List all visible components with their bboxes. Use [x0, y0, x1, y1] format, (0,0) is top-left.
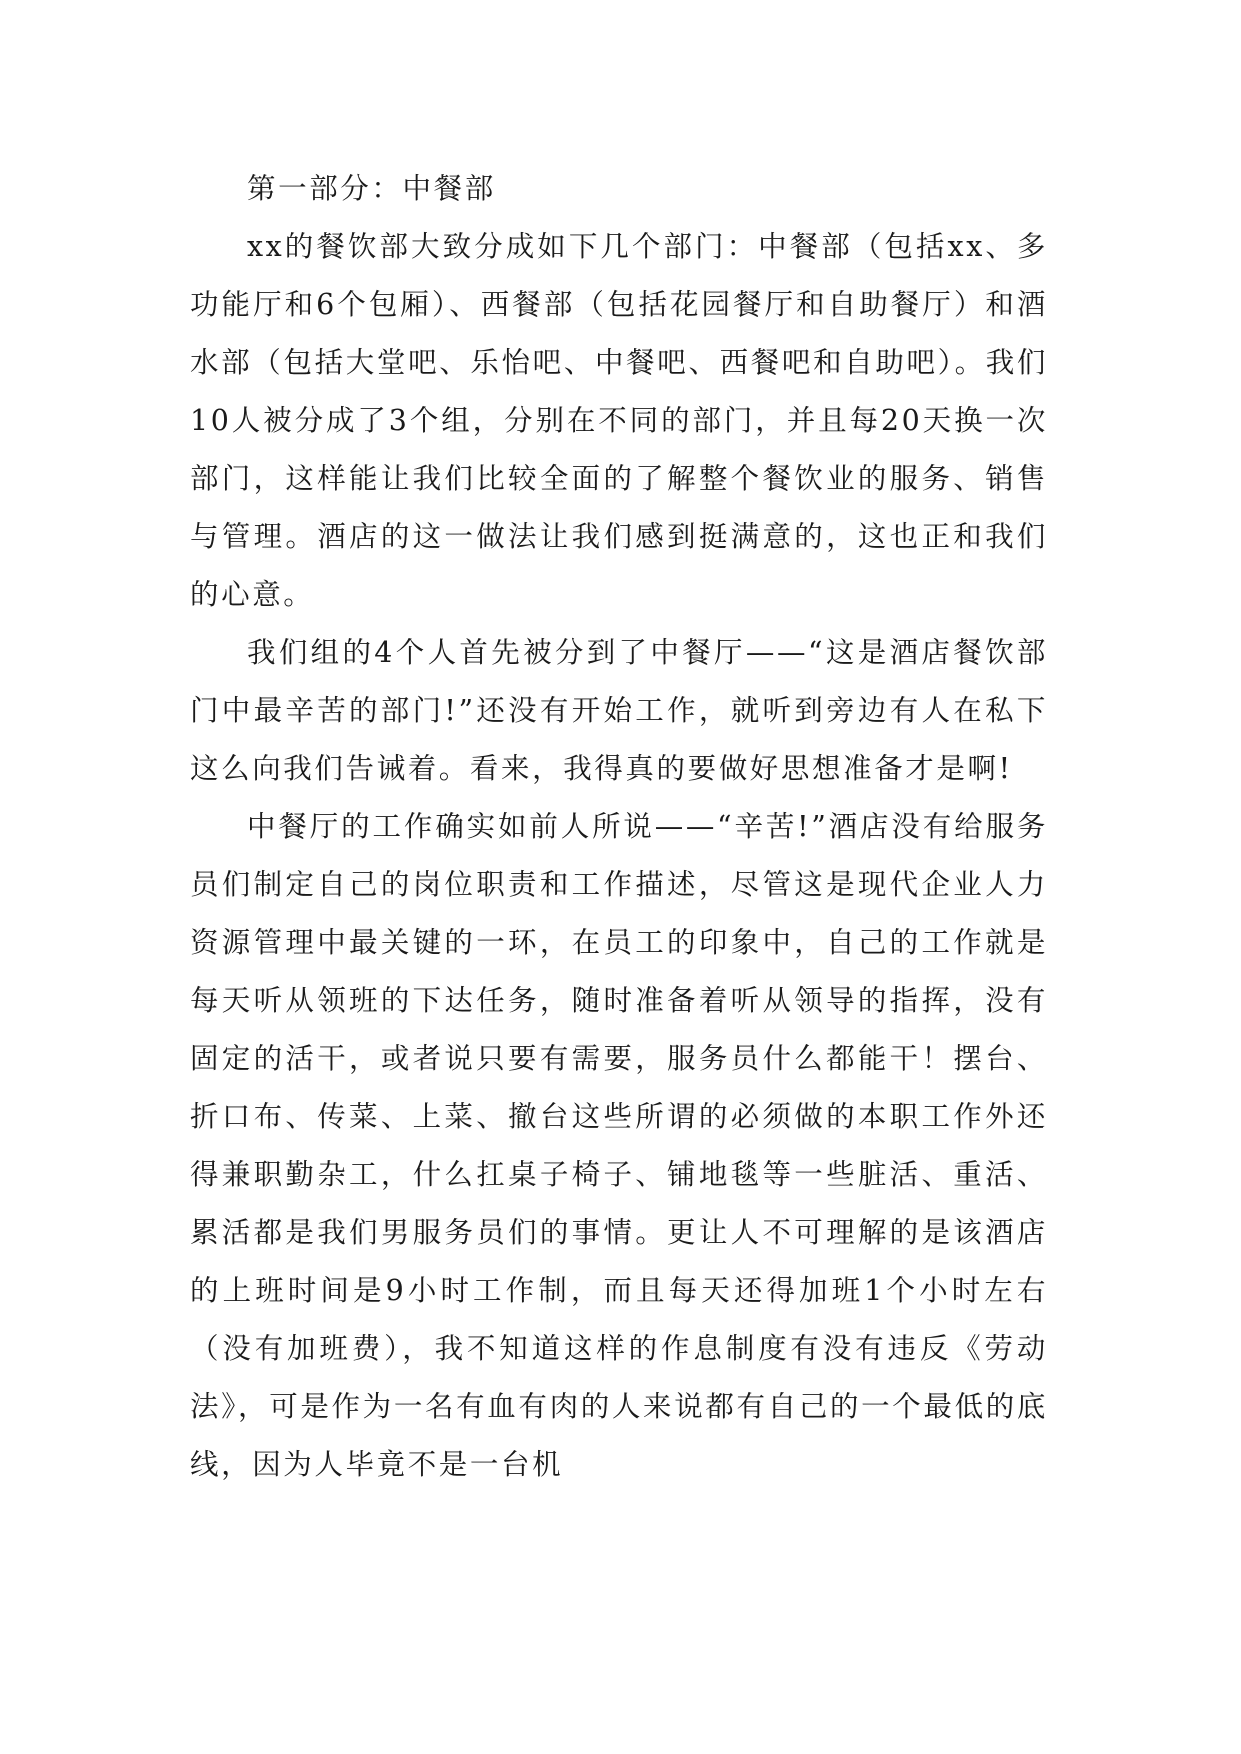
document-body [190, 160, 1048, 1494]
paragraph-chinese-restaurant-assignment: 我们组的4个人首先被分到了中餐厅——“这是酒店餐饮部门中最辛苦的部门!”还没有开始工作，就听到旁边有人在私下这么向我们告诫着。看来，我得真的要做好思想准备才是啊! [190, 636, 1048, 785]
paragraph-work-conditions: 中餐厅的工作确实如前人所说——“辛苦!”酒店没有给服务员们制定自己的岗位职责和工作描述，尽管这是现代企业人力资源管理中最关键的一环，在员工的印象中，自己的工作就是每天听从领班的下达任务，随时准备着听从领导的指挥，没有固定的活干，或者说只要有需要，服务员什么都能干！摆台、折口布、传菜、上菜、撤台这些所谓的必须做的本职工作外还得兼职勤杂工，什么扛桌子椅子、铺地毯等一些脏活、重活、累活都是我们男服务员们的事情。更让人不可理解的是该酒店的上班时间是9小时工作制，而且每天还得加班1个小时左右（没有加班费），我不知道这样的作息制度有没有违反《劳动法》，可是作为一名有血有肉的人来说都有自己的一个最低的底线，因为人毕竟不是一台机 [190, 810, 1048, 1481]
paragraph-departments: xx的餐饮部大致分成如下几个部门：中餐部（包括xx、多功能厅和6个包厢）、西餐部（包括花园餐厅和自助餐厅）和酒水部（包括大堂吧、乐怡吧、中餐吧、西餐吧和自助吧）。我们10人被分成了3个组，分别在不同的部门，并且每20天换一次部门，这样能让我们比较全面的了解整个餐饮业的服务、销售与管理。酒店的这一做法让我们感到挺满意的，这也正和我们的心意。 [190, 230, 1048, 611]
section-heading: 第一部分：中餐部 [247, 172, 496, 205]
